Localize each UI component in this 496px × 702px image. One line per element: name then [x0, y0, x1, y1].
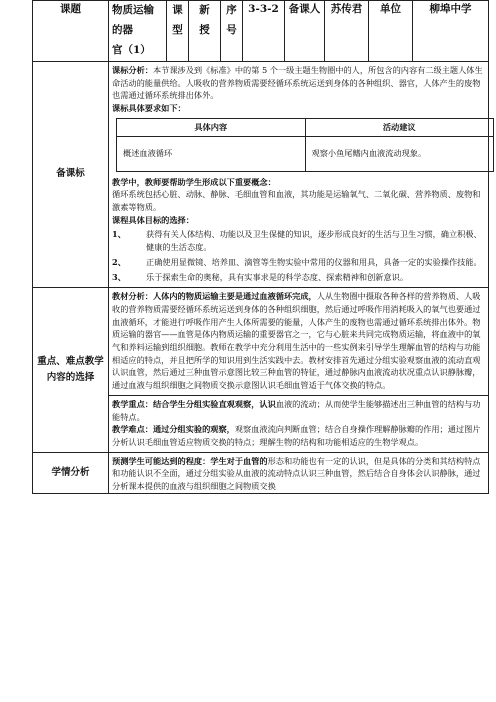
requirements-cell-content: 概述血液循环 [117, 136, 306, 171]
requirements-data-row [117, 136, 494, 171]
keypoints-row-material [33, 288, 489, 396]
requirements-header-row [117, 118, 494, 136]
course-type: 新 授 [189, 1, 221, 62]
curriculum-content [109, 61, 489, 287]
label-type: 课 型 [167, 1, 189, 62]
goals-heading: 课程具体目标的选择： [112, 214, 194, 225]
keypoints-side-label: 重点、难点教学内容的选择 [33, 288, 109, 452]
seq-value: 3-3-2 [243, 1, 285, 62]
prediction-paragraph: 预测学生可能达到的程度：学生对于血管的形态和功能也有一定的认识，但是具体的分类和其结构特点和功能认识不全面，通过分组实验从血液的流动特点认识三种血管，然后结合自身体会认识静脉，通过分析课本提供的血液与组织细胞之间物质交换 [112, 455, 481, 492]
material-analysis-cell [109, 288, 489, 396]
header-row [33, 1, 489, 62]
course-title: 物质运输的器 官（1） [109, 1, 167, 62]
focus-cell [109, 395, 489, 452]
lesson-plan-page [32, 0, 488, 494]
label-preparer: 备课人 [285, 1, 325, 62]
requirements-cell-activity: 观察小鱼尾鳍内血液流动现象。 [305, 136, 494, 171]
label-seq: 序 号 [221, 1, 243, 62]
learner-side-label: 学情分析 [33, 452, 109, 493]
material-analysis-paragraph: 教材分析：人体内的物质运输主要是通过血液循环完成，人从生物圈中摄取各种各样的营养物质、人吸收的营养物质需要经循环系统运送到身体的各种组织细胞，然后通过呼吸作用消耗吸入的氧气也要通过血液循环，才能进行呼吸作用产生人体所需要的能量，人体产生的废物也需通过循环系统排出体外。物质运输的器官——血管是体内物质运输的重要器官之一，它与心脏来共同完成物质运输，将血液中的氧气和养料运输到组织细胞。教师在教学中充分利用生活中的一些实例来引导学生理解血管的结构与功能相适应的特点，并且把所学的知识用到生活实践中去。教材安排首先通过分组实验观察血液的流动直观认识血管，然后通过三种血管示意图比较三种血管的特征，通过静脉内血液流动状况重点认识静脉瓣，通过血液与组织细胞之间物质交换示意图认识毛细血管适于气体交换的特点。 [112, 291, 481, 391]
label-title: 课题 [33, 1, 109, 62]
curriculum-row [33, 61, 489, 287]
requirements-table [116, 118, 494, 172]
difficulty-paragraph: 教学难点：通过分组实验的观察，观察血液流向判断血管；结合自身操作理解静脉瓣的作用；通过图片分析认识毛细血管适应物质交换的特点；理解生物的结构和功能相适应的生物学观点。 [112, 424, 481, 447]
concepts-paragraph: 循环系统包括心脏、动脉、静脉、毛细血管和血液，其功能是运输氧气、二氧化碳、营养物质、废物和激素等物质。 [112, 189, 481, 213]
requirements-heading: 课标具体要求如下： [112, 102, 186, 113]
label-unit: 单位 [369, 1, 413, 62]
unit-name: 柳埠中学 [413, 1, 489, 62]
concepts-heading: 教学中，教师要帮助学生形成以下重要概念： [112, 176, 276, 187]
requirements-header-content: 具体内容 [117, 118, 306, 136]
lesson-plan-table [32, 0, 489, 494]
goal-item: 3、 乐于探索生命的奥秘，具有实事求是的科学态度、探索精神和创新意识。 [112, 271, 409, 282]
learner-row [33, 452, 489, 493]
keypoint-paragraph: 教学重点：结合学生分组实验直观观察，认识血液的流动；从而使学生能够描述出三种血管的结构与功能特点。 [112, 398, 481, 422]
analysis-paragraph: 课标分析：本节课涉及到《标准》中的第 5 个一级主题生物圈中的人，所包含的内容有二级主题人体生命活动的能量供给。人吸收的营养物质需要经循环系统运送到身体的各种组织、器官，人体产生的废物也需通过循环系统排出体外。 [112, 64, 483, 101]
learner-cell [109, 452, 489, 493]
goal-item: 1、 获得有关人体结构、功能以及卫生保健的知识，逐步形成良好的生活与卫生习惯，确立积极、健康的生活态度。 [112, 229, 482, 253]
preparer-name: 苏传君 [325, 1, 369, 62]
goal-item: 2、 正确使用显微镜、培养皿、滴管等生物实验中常用的仪器和用具，具备一定的实验操作技能。 [112, 256, 482, 267]
curriculum-side-label: 备课标 [33, 61, 109, 287]
requirements-header-activity: 活动建议 [305, 118, 494, 136]
